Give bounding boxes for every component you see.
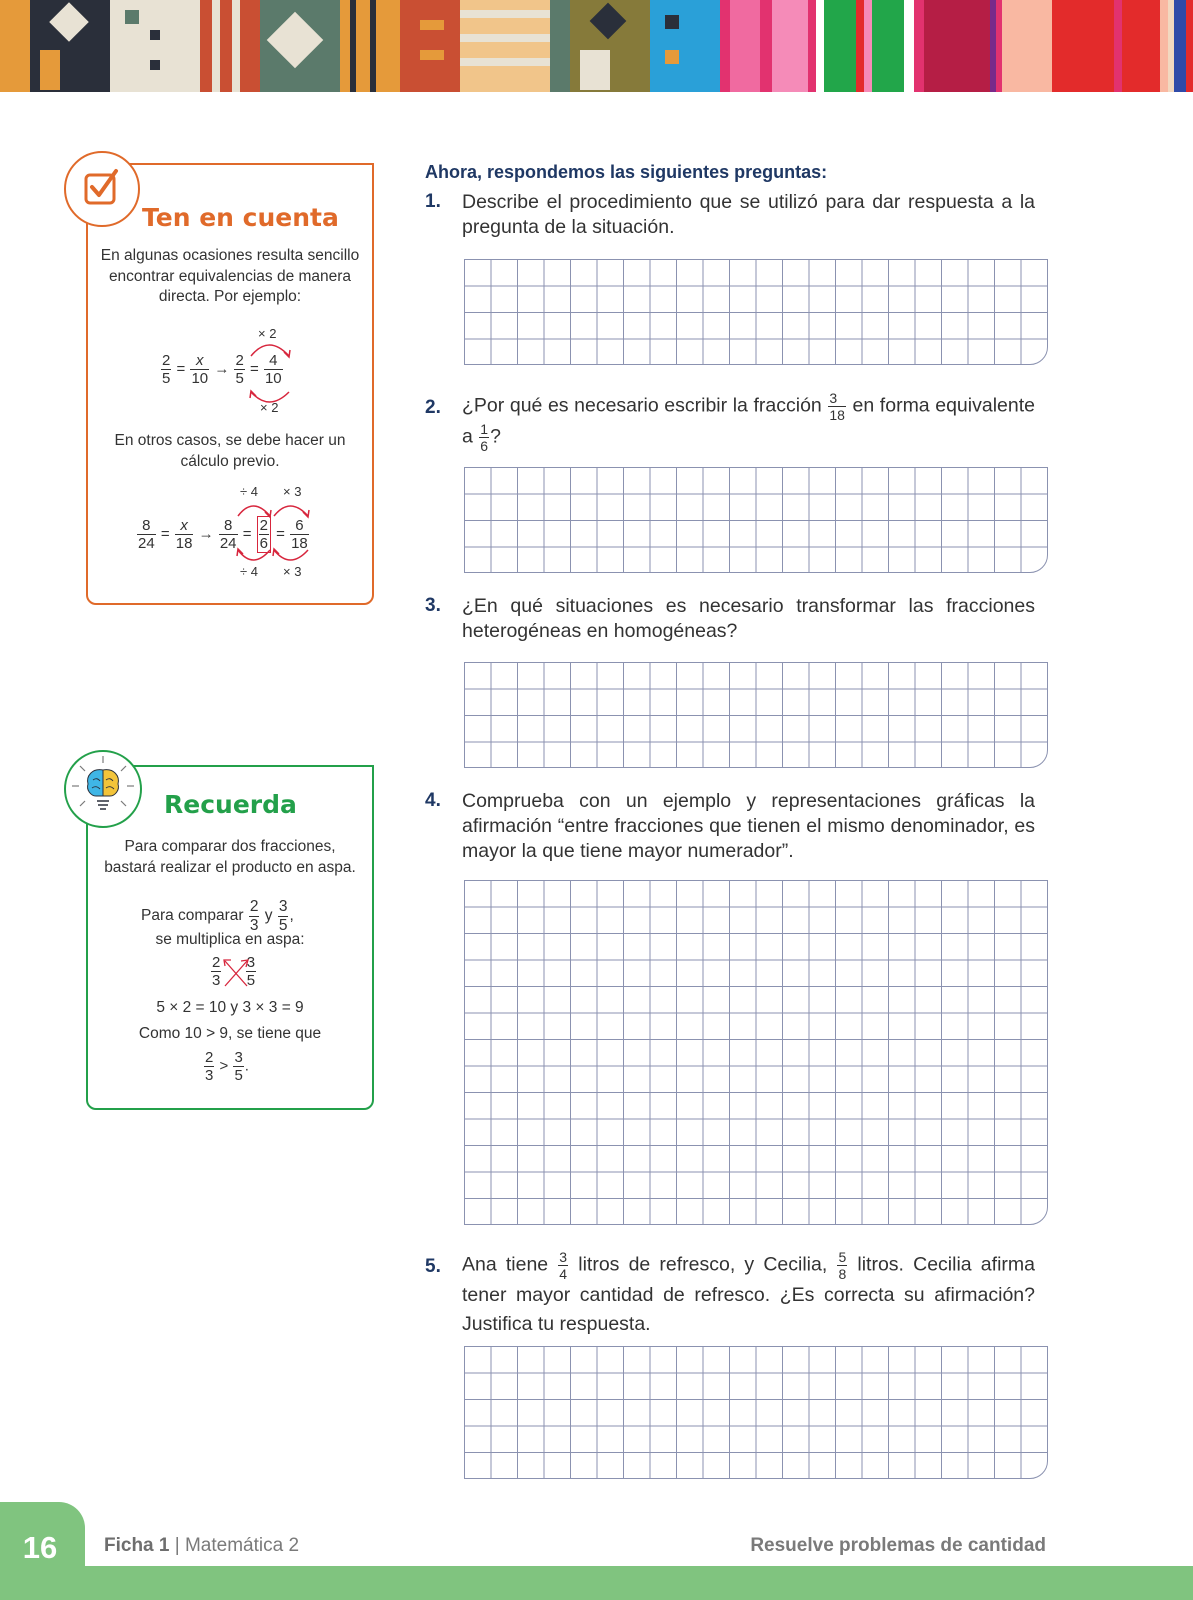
example1-op-top: × 2 <box>258 326 277 341</box>
q3-answer-grid[interactable] <box>464 662 1048 768</box>
q1-answer-grid[interactable] <box>464 259 1048 365</box>
q1-text: Describe el procedimiento que se utilizó para dar respuesta a la pregunta de la situación. <box>462 191 1035 238</box>
tip-title: Ten en cuenta <box>142 203 339 232</box>
q4-text: Comprueba con un ejemplo y representaciones gráficas la afirmación “entre fracciones que tienen el mismo denominador, es mayor la que tiene mayor numerador”. <box>462 790 1035 862</box>
q2-text: ¿Por qué es necesario escribir la fracción $\frac{3}{18}$ en forma equivalente a $\frac{1}{6}$ ? <box>462 390 1035 454</box>
q2-number: 2. <box>425 397 441 418</box>
page-number: 16 <box>22 1530 58 1565</box>
recuerda-conclusion: Como 10 > 9, se tiene que <box>138 1025 322 1042</box>
q5-answer-grid[interactable] <box>464 1346 1048 1479</box>
brain-lightbulb-icon <box>66 752 140 826</box>
recuerda-multiply: se multiplica en aspa: <box>155 931 305 948</box>
footer-competency: Resuelve problemas de cantidad <box>750 1535 1046 1556</box>
checkbox-icon <box>66 153 138 225</box>
tip-badge <box>64 151 140 227</box>
q3-text: ¿En qué situaciones es necesario transformar las fracciones heterogéneas en homogéneas? <box>462 595 1035 642</box>
cross-arrows <box>222 956 252 990</box>
example1-equation: $\frac{2}{5}$ = $\frac{x}{10}$ → $\frac{2}{5}$ = $\frac{4}{10}$ <box>162 352 282 387</box>
q1-number: 1. <box>425 191 441 212</box>
example2-op2-bottom: × 3 <box>283 564 302 579</box>
q4-answer-grid[interactable] <box>464 880 1048 1225</box>
example2-op1-top: ÷ 4 <box>240 484 258 499</box>
q5-text: Ana tiene $\frac{3}{4}$ litros de refresco, y Cecilia, $\frac{5}{8}$ litros. Cecilia afirma tener mayor cantidad de refresco. ¿Es correcta su afirmación? Justifica tu respuesta. <box>462 1249 1035 1335</box>
recuerda-title: Recuerda <box>164 790 297 819</box>
footer-ficha: Ficha 1 | Matemática 2 <box>104 1535 300 1556</box>
example2-op1-bottom: ÷ 4 <box>240 564 258 579</box>
tip-middle: En otros casos, se debe hacer un cálculo previo. <box>114 432 346 470</box>
textile-banner <box>0 0 1193 92</box>
q5-number: 5. <box>425 1256 441 1277</box>
recuerda-compare: Para comparar $\frac{2}{3}$ y $\frac{3}{5}$ , <box>141 898 294 934</box>
q3-number: 3. <box>425 595 441 616</box>
tip-intro: En algunas ocasiones resulta sencillo encontrar equivalencias de manera directa. Por ejemplo: <box>100 247 360 305</box>
questions-heading: Ahora, respondemos las siguientes preguntas: <box>425 162 828 182</box>
recuerda-badge <box>64 750 142 828</box>
footer-bar <box>0 1566 1193 1600</box>
recuerda-line1: Para comparar dos fracciones, bastará realizar el producto en aspa. <box>104 838 356 876</box>
recuerda-calc: 5 × 2 = 10 y 3 × 3 = 9 <box>156 999 304 1016</box>
example1-op-bottom: × 2 <box>260 400 279 415</box>
cross-multiplication: $\frac{2}{3}$ $\frac{3}{5}$ <box>212 954 256 989</box>
recuerda-result: $\frac{2}{3}$ > $\frac{3}{5}$ . <box>205 1049 249 1084</box>
example2-op2-top: × 3 <box>283 484 302 499</box>
example2-equation: $\frac{8}{24}$ = $\frac{x}{18}$ → $\frac{8}{24}$ = $\frac{2}{6}$ = $\frac{6}{18}$ <box>138 517 308 552</box>
q4-number: 4. <box>425 790 441 811</box>
q2-answer-grid[interactable] <box>464 467 1048 573</box>
